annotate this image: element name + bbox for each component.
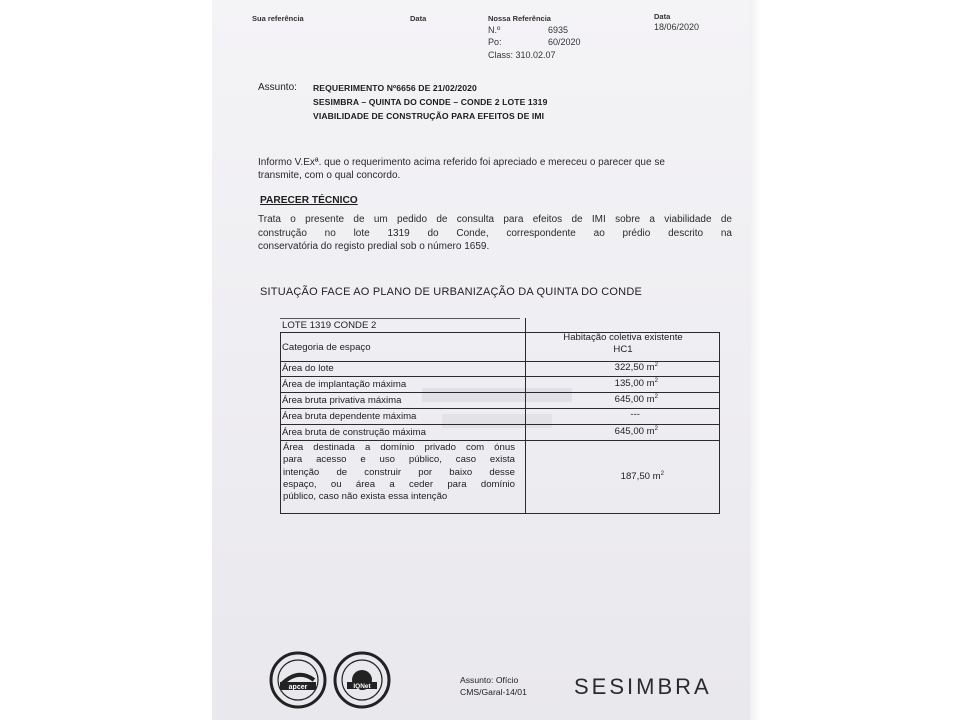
last-row-line-4: público, caso não exista essa intenção [283,491,448,503]
iqnet-logo-icon [332,650,392,715]
date-value: 18/06/2020 [654,22,700,32]
lote-header: LOTE 1319 CONDE 2 [282,320,377,331]
footer-assunto-line-1: Assunto: Ofício [460,675,519,685]
row-value-2: 645,00 $m^2$ [614,393,658,405]
last-row-line-0: Área destinada a domínio privado com ónus [283,442,515,453]
table-rule [719,332,720,513]
row-value-0: 322,50 $m^2$ [614,361,658,373]
nossa-referencia-label: Nossa Referência [488,14,551,23]
svg-text:IQNet: IQNet [353,683,371,690]
svg-text:apcer: apcer [288,684,308,691]
document-page [212,0,750,720]
parecer-line-1: Trata o presente de um pedido de consulta para efeitos de IMI sobre a viabilidade de [258,214,732,225]
row-label-4: Área bruta de construção máxima [282,427,426,438]
areas-table [280,318,720,514]
class-text: Class: 310.02.07 [488,50,556,60]
row-value-4: 645,00 $m^2$ [614,425,658,437]
n-label: N.º [488,25,501,35]
po-label: Po: [488,37,502,47]
table-rule [280,408,720,409]
footer-assunto-line-2: CMS/Garal-14/01 [460,687,527,697]
last-row-label [283,442,515,503]
subject-line-1: REQUERIMENTO Nº6656 DE 21/02/2020 [313,83,477,93]
po-value: 60/2020 [548,37,581,47]
data-label: Data [410,14,427,23]
apcer-logo-icon [268,650,328,715]
table-rule [280,332,281,513]
row-label-3: Área bruta dependente máxima [282,411,417,422]
intro-line-2: transmite, com o qual concordo. [258,170,401,181]
categoria-value-line-2: HC1 [613,344,633,355]
categoria-label: Categoria de espaço [282,342,371,353]
parecer-line-2: construção no lote 1319 do Conde, correspondente ao prédio descrito na [258,227,732,239]
table-rule [525,318,526,513]
sesimbra-brand: SESIMBRA [574,674,712,699]
page-edge-shadow [750,0,760,720]
subject-line-3: VIABILIDADE DE CONSTRUÇÃO PARA EFEITOS DE IMI [313,111,545,121]
row-label-0: Área do lote [282,363,334,374]
sua-referencia-label: Sua referência [252,14,304,23]
situacao-title: SITUAÇÃO FACE AO PLANO DE URBANIZAÇÃO DA QUINTA DO CONDE [260,286,643,298]
last-row-line-1: para acesso e uso público, caso exista [283,454,515,466]
categoria-value-line-1: Habitação coletiva existente [563,332,683,343]
parecer-heading: PARECER TÉCNICO [260,195,358,206]
row-label-2: Área bruta privativa máxima [282,395,402,406]
table-rule [280,440,720,441]
row-value-3: --- [630,409,640,420]
subject-line-2: SESIMBRA – QUINTA DO CONDE – CONDE 2 LOTE 1319 [313,97,548,107]
intro-line-1: Informo V.Exª. que o requerimento acima referido foi apreciado e mereceu o parecer que se [258,157,665,168]
n-value: 6935 [548,25,569,35]
categoria-value [528,332,718,356]
row-value-1: 135,00 $m^2$ [614,377,658,389]
table-rule [280,513,720,514]
parecer-paragraph [258,213,732,254]
subject-label: Assunto: [258,82,297,93]
table-rule [280,318,520,319]
last-row-line-2: intenção de construir por baixo desse [283,466,515,478]
last-row-value: 187,50 $m^2$ [620,470,664,482]
date-label: Data [654,12,671,21]
parecer-line-3: conservatória do registo predial sob o número 1659. [258,241,490,253]
last-row-line-3: espaço, ou área a ceder para domínio [283,478,515,490]
row-label-1: Área de implantação máxima [282,379,407,390]
